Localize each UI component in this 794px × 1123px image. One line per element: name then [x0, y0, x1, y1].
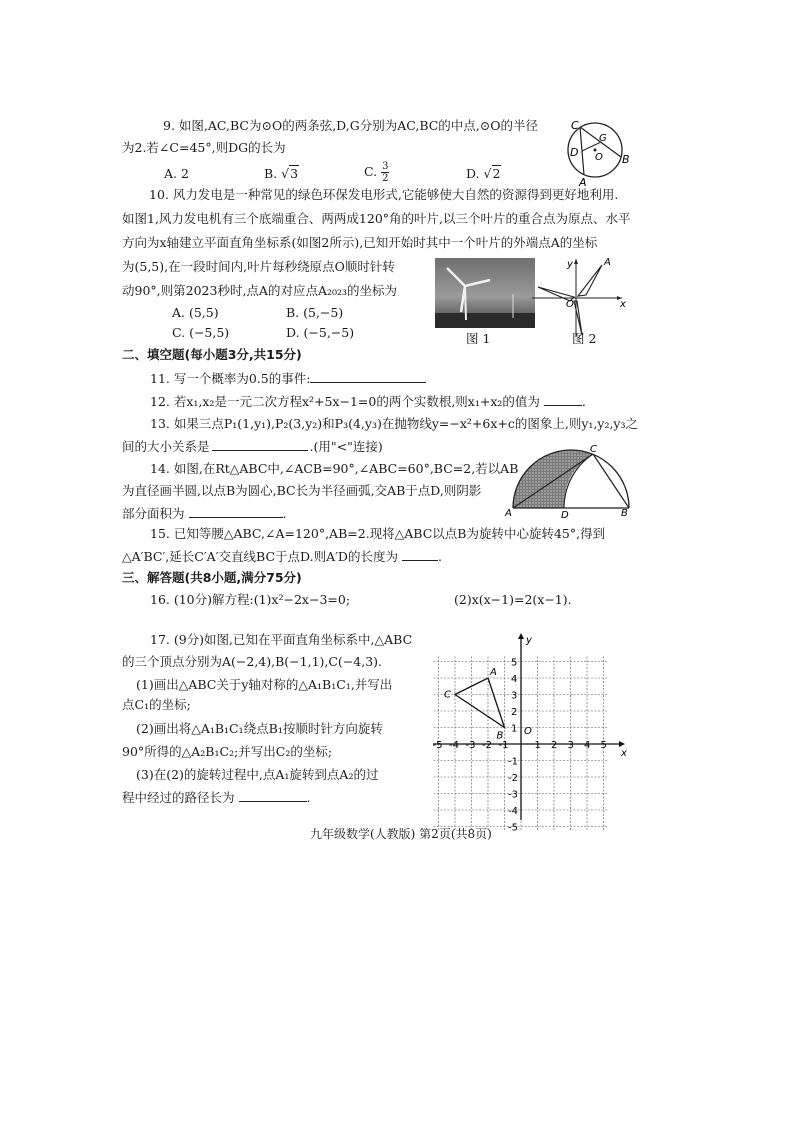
page-footer: 九年级数学(人教版) 第2页(共8页) — [310, 827, 492, 841]
q9-label-b: B — [622, 153, 630, 166]
q13-line2: 间的大小关系是 .(用"<"连接) — [122, 439, 383, 454]
q14-answer-blank[interactable] — [189, 505, 283, 518]
q13-answer-blank[interactable] — [212, 438, 308, 451]
q10-line2: 如图1,风力发电机有三个底端重合、两两成120°角的叶片,以三个叶片的重合点为原点、水平 — [122, 211, 631, 226]
q9-line2: 为2.若∠C=45°,则DG的长为 — [122, 140, 286, 155]
q17-answer-blank[interactable] — [239, 789, 307, 802]
y-tick-label: -5 — [508, 822, 518, 834]
q15-line1: 15. 已知等腰△ABC,∠A=120°,AB=2.现将△ABC以点B为旋转中心旋转45°,得到 — [150, 526, 606, 541]
x-tick-label: -4 — [449, 740, 459, 751]
grid-label-y: y — [526, 635, 532, 646]
q9-option-d: D. √2 — [466, 166, 501, 181]
q11: 11. 写一个概率为0.5的事件: — [150, 370, 426, 387]
q17-line8: 程中经过的路径长为 . — [122, 790, 311, 805]
q10-line3: 方向为x轴建立平面直角坐标系(如图2所示),已知开始时其中一个叶片的外端点A的坐标 — [122, 235, 598, 250]
q9-option-c: C. $\frac{3}{2}$ — [364, 161, 389, 184]
q14-line1: 14. 如图,在Rt△ABC中,∠ACB=90°,∠ABC=60°,BC=2,若以AB — [150, 461, 519, 476]
x-tick-label: 1 — [534, 740, 541, 751]
grid-label-b: B — [496, 730, 504, 742]
fig2-label-o: O — [566, 299, 574, 310]
y-tick-label: -2 — [508, 773, 518, 784]
q15-answer-blank[interactable] — [402, 548, 438, 561]
q9-option-a: A. 2 — [164, 166, 189, 181]
fig2-label-x: x — [620, 299, 626, 310]
triangle-abc — [455, 678, 505, 728]
fig2-label-y: y — [567, 259, 573, 270]
q13-line1: 13. 如果三点P₁(1,y₁),P₂(3,y₂)和P₃(4,y₃)在抛物线y=−x²+6x+c的图象上,则y₁,y₂,y₃之 — [150, 416, 639, 431]
grid-label-a: A — [490, 667, 497, 678]
q9-option-b: B. √3 — [264, 166, 299, 181]
x-tick-label: -1 — [498, 740, 509, 751]
y-tick-label: -4 — [508, 806, 518, 817]
q9-label-o: O — [595, 152, 603, 163]
q17-line4: 点C₁的坐标; — [122, 697, 191, 712]
x-tick-label: 5 — [600, 740, 607, 751]
q14-label-b: B — [621, 508, 628, 519]
q9-label-c: C — [571, 119, 579, 132]
section3-heading: 三、解答题(共8小题,满分75分) — [122, 570, 302, 585]
grid-label-x: x — [621, 748, 627, 759]
q14-line3: 部分面积为 . — [122, 506, 287, 521]
q16-part1: 16. (10分)解方程:(1)x²−2x−3=0; — [150, 592, 351, 607]
q17-line2: 的三个顶点分别为A(−2,4),B(−1,1),C(−4,3). — [122, 654, 383, 669]
q12-answer-blank[interactable] — [544, 393, 582, 406]
fig2-caption: 图 2 — [572, 331, 597, 346]
q11-answer-blank[interactable] — [310, 370, 426, 383]
y-tick-label: 4 — [511, 674, 518, 685]
q10-line1: 10. 风力发电是一种常见的绿色环保发电形式,它能够使大自然的资源得到更好地利用. — [149, 187, 619, 202]
q9-circle-figure — [560, 115, 640, 195]
y-tick-label: 1 — [511, 723, 518, 735]
q17-line3: (1)画出△ABC关于y轴对称的△A₁B₁C₁,并写出 — [136, 677, 393, 692]
q10-option-b: B. (5,−5) — [286, 305, 344, 320]
q10-option-d: D. (−5,−5) — [286, 325, 355, 340]
q17-line5: (2)画出将△A₁B₁C₁绕点B₁按顺时针方向旋转 — [136, 721, 383, 736]
q15-line2: △A′BC′,延长C′A′交直线BC于点D.则A′D的长度为 . — [122, 549, 442, 564]
q16-part2: (2)x(x−1)=2(x−1). — [454, 592, 572, 607]
q12: 12. 若x₁,x₂是一元二次方程x²+5x−1=0的两个实数根,则x₁+x₂的值为 . — [150, 394, 586, 409]
q9-label-a: A — [579, 176, 587, 189]
q9-label-g: G — [599, 133, 607, 144]
q14-semicircle-figure — [505, 444, 633, 521]
x-axis-arrow — [619, 741, 625, 747]
q10-blade-figure — [530, 255, 630, 340]
x-tick-label: 4 — [584, 740, 591, 751]
x-tick-label: -5 — [432, 740, 443, 751]
x-tick-label: 3 — [567, 740, 574, 751]
q14-label-d: D — [561, 510, 569, 521]
y-tick-label: -3 — [508, 789, 518, 801]
y-tick-label: 5 — [511, 657, 518, 669]
q17-line7: (3)在(2)的旋转过程中,点A₁旋转到点A₂的过 — [136, 767, 379, 782]
q9-label-d: D — [570, 146, 579, 159]
y-tick-label: -1 — [508, 756, 518, 768]
q17-coordinate-grid — [425, 630, 630, 834]
fig2-label-a: A — [604, 257, 611, 268]
grid-label-o: O — [524, 726, 532, 737]
fig1-caption: 图 1 — [466, 331, 491, 346]
q17-line6: 90°所得的△A₂B₁C₂;并写出C₂的坐标; — [122, 744, 333, 759]
q10-line4: 为(5,5),在一段时间内,叶片每秒绕原点O顺时针转 — [122, 259, 395, 274]
y-axis-arrow — [518, 633, 524, 639]
q14-line2: 为直径画半圆,以点B为圆心,BC长为半径画弧,交AB于点D,则阴影 — [122, 483, 482, 498]
grid-label-c: C — [444, 689, 451, 701]
x-tick-label: 2 — [551, 740, 558, 751]
q14-label-c: C — [590, 444, 597, 455]
y-tick-label: 3 — [511, 690, 518, 702]
section2-heading: 二、填空题(每小题3分,共15分) — [122, 347, 302, 362]
q17-line1: 17. (9分)如图,已知在平面直角坐标系中,△ABC — [150, 632, 413, 647]
q14-label-a: A — [505, 508, 512, 519]
q10-option-c: C. (−5,5) — [172, 325, 230, 340]
y-tick-label: 2 — [511, 707, 518, 718]
wind-turbine-photo — [435, 258, 535, 328]
q9-line1: 9. 如图,AC,BC为⊙O的两条弦,D,G分别为AC,BC的中点,⊙O的半径 — [163, 118, 539, 133]
q10-option-a: A. (5,5) — [172, 305, 219, 320]
x-tick-label: -2 — [482, 740, 492, 751]
y-tick-labels — [508, 658, 518, 834]
x-tick-labels — [433, 740, 607, 751]
x-tick-label: -3 — [465, 740, 476, 751]
q10-line5: 动90°,则第2023秒时,点A的对应点A₂₀₂₃的坐标为 — [122, 283, 398, 298]
